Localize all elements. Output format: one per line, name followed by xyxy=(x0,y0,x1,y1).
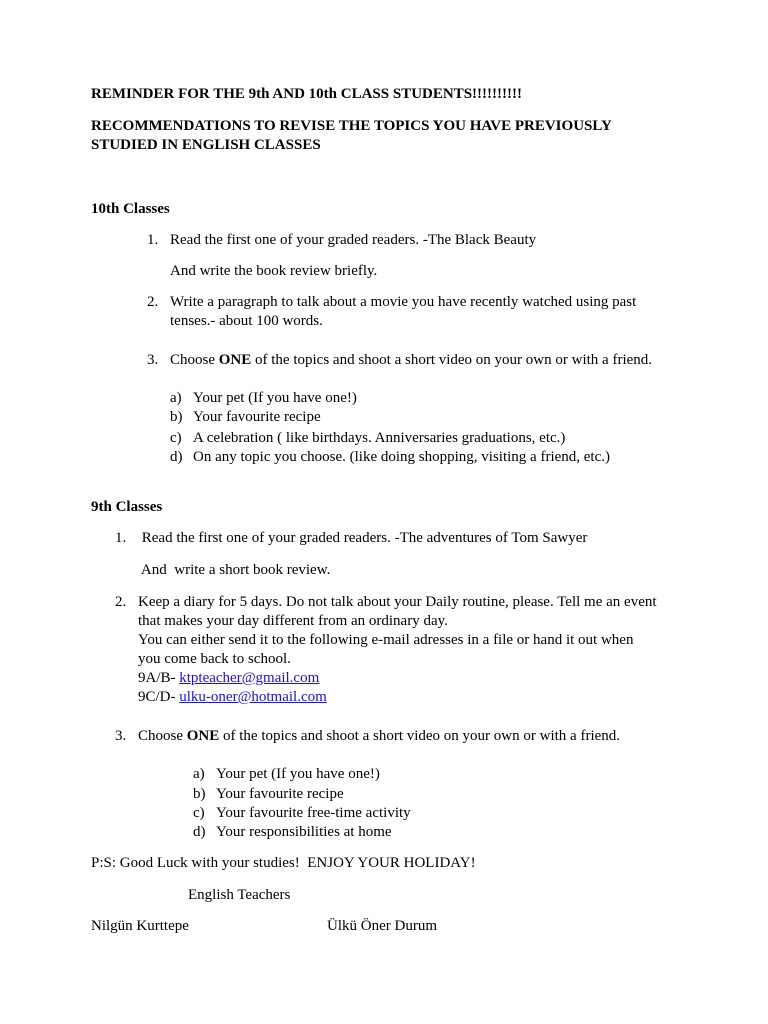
ninth-classes-heading: 9th Classes xyxy=(91,499,163,515)
topic-text: Your favourite recipe xyxy=(193,409,321,425)
list-marker: 3. xyxy=(115,728,127,744)
topic-marker: c) xyxy=(193,805,205,821)
topic-text: Your responsibilities at home xyxy=(216,824,392,840)
one-emphasis: ONE xyxy=(186,728,220,744)
list-marker: 2. xyxy=(115,594,127,610)
list-item-text: Keep a diary for 5 days. Do not talk about your Daily routine, please. Tell me an event xyxy=(138,594,657,610)
recommendations-heading-line-2: STUDIED IN ENGLISH CLASSES xyxy=(91,137,321,153)
email-link-9cd[interactable]: ulku-oner@hotmail.com xyxy=(179,689,327,705)
topic-marker: d) xyxy=(193,824,206,840)
postscript: P:S: Good Luck with your studies! ENJOY YOUR HOLIDAY! xyxy=(91,855,476,871)
choose-rest-text: of the topics and shoot a short video on your own or with a friend. xyxy=(219,728,621,744)
list-item-text: you come back to school. xyxy=(138,651,291,667)
topic-marker: a) xyxy=(170,390,182,406)
topic-text: On any topic you choose. (like doing shopping, visiting a friend, etc.) xyxy=(193,449,611,465)
teacher-name-2: Ülkü Öner Durum xyxy=(327,918,437,934)
list-item-text: that makes your day different from an ordinary day. xyxy=(138,613,448,629)
topic-marker: b) xyxy=(193,786,206,802)
list-item-text: Read the first one of your graded readers. -The adventures of Tom Sawyer xyxy=(138,530,588,546)
signature-english-teachers: English Teachers xyxy=(188,887,291,903)
topic-text: Your pet (If you have one!) xyxy=(193,390,357,406)
list-item-text: tenses.- about 100 words. xyxy=(170,313,323,329)
topic-marker: b) xyxy=(170,409,183,425)
list-item-text: And write the book review briefly. xyxy=(170,263,378,279)
topic-marker: c) xyxy=(170,430,182,446)
email-line-9cd xyxy=(138,688,327,707)
choose-text: Choose xyxy=(138,728,187,744)
list-marker: 1. xyxy=(115,530,127,546)
list-marker: 2. xyxy=(147,294,159,310)
choose-text: Choose xyxy=(170,352,219,368)
one-emphasis: ONE xyxy=(218,352,252,368)
document-title: REMINDER FOR THE 9th AND 10th CLASS STUDENTS!!!!!!!!!! xyxy=(91,86,523,102)
recommendations-heading-line-1: RECOMMENDATIONS TO REVISE THE TOPICS YOU HAVE PREVIOUSLY xyxy=(91,118,612,134)
list-item-text xyxy=(138,727,620,746)
list-marker: 3. xyxy=(147,352,159,368)
list-item-text xyxy=(170,351,652,370)
list-marker: 1. xyxy=(147,232,159,248)
topic-text: Your pet (If you have one!) xyxy=(216,766,380,782)
list-item-text: Write a paragraph to talk about a movie you have recently watched using past xyxy=(170,294,637,310)
email-prefix-9cd: 9C/D- xyxy=(138,689,180,705)
list-item-text: Read the first one of your graded readers. -The Black Beauty xyxy=(170,232,537,248)
topic-text: A celebration ( like birthdays. Anniversaries graduations, etc.) xyxy=(193,430,566,446)
tenth-classes-heading: 10th Classes xyxy=(91,201,170,217)
email-link-9ab[interactable]: ktpteacher@gmail.com xyxy=(179,670,320,686)
choose-rest-text: of the topics and shoot a short video on your own or with a friend. xyxy=(251,352,653,368)
email-line-9ab xyxy=(138,669,319,688)
teacher-name-1: Nilgün Kurttepe xyxy=(91,918,189,934)
topic-text: Your favourite recipe xyxy=(216,786,344,802)
topic-marker: d) xyxy=(170,449,183,465)
list-item-text: And write a short book review. xyxy=(138,562,331,578)
email-prefix-9ab: 9A/B- xyxy=(138,670,180,686)
topic-text: Your favourite free-time activity xyxy=(216,805,411,821)
topic-marker: a) xyxy=(193,766,205,782)
list-item-text: You can either send it to the following e-mail adresses in a file or hand it out when xyxy=(138,632,634,648)
